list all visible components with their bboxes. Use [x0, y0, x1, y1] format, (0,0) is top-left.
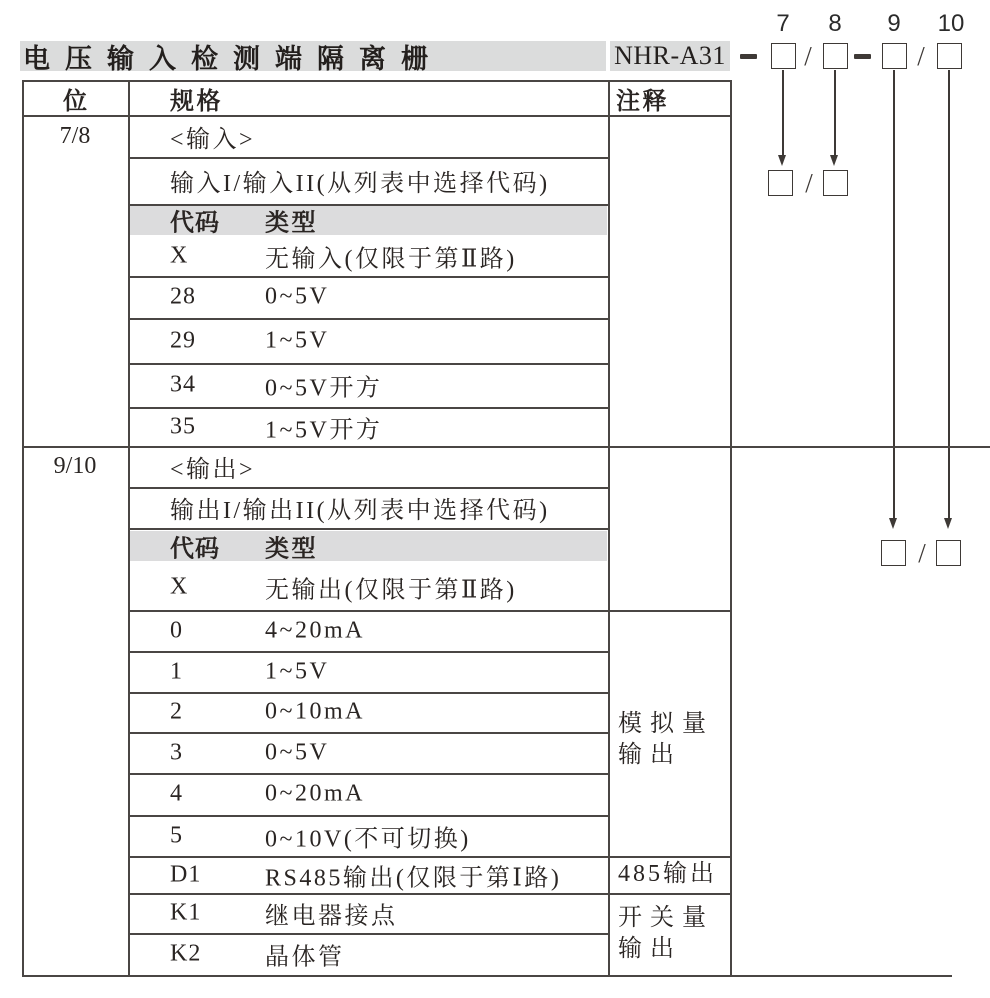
table-row — [128, 773, 608, 815]
dash-separator — [854, 54, 871, 59]
model-box-9 — [882, 43, 907, 69]
col-header-note: 注释 — [616, 89, 669, 115]
output-code-box-2 — [936, 540, 961, 566]
note-line: 输 出 — [618, 742, 675, 768]
grid-line — [730, 80, 732, 977]
table-row — [128, 933, 608, 975]
arrowhead-10 — [944, 518, 952, 529]
row-code: 5 — [170, 822, 183, 848]
note-line: 输 出 — [618, 936, 675, 962]
digit-label-7: 7 — [776, 10, 790, 37]
note-line: 开 关 量 — [618, 905, 707, 931]
row-type: 晶体管 — [265, 944, 345, 971]
row-code: X — [170, 573, 189, 600]
row-type: 0~10mA — [265, 698, 365, 725]
model-box-10 — [937, 43, 962, 69]
table-row — [128, 732, 608, 773]
section-divider-line — [22, 446, 990, 448]
arrow-line-7 — [782, 70, 784, 155]
row-code: 4 — [170, 780, 183, 807]
input-section-subtitle: 输入I/输入II(从列表中选择代码) — [170, 171, 550, 197]
arrowhead-7 — [778, 155, 786, 166]
slash-separator: / — [804, 41, 812, 71]
type-header-label: 类型 — [265, 536, 318, 563]
row-code: 3 — [170, 739, 183, 765]
arrowhead-9 — [889, 518, 897, 529]
row-type: 无输入(仅限于第Ⅱ路) — [265, 246, 517, 273]
input-code-box-1 — [768, 170, 793, 196]
row-type: 1~5V — [265, 658, 330, 684]
title-bar — [20, 41, 606, 74]
model-box-8 — [823, 43, 848, 69]
table-row — [128, 363, 608, 407]
row-type: 1~5V开方 — [265, 417, 383, 443]
table-row — [128, 236, 608, 276]
row-code: X — [170, 242, 189, 269]
pos-label-input: 7/8 — [59, 122, 91, 149]
slash-separator: / — [918, 538, 926, 568]
model-bar — [610, 41, 730, 71]
row-type: 0~5V — [265, 739, 330, 765]
table-row — [128, 276, 608, 318]
row-type: 无输出(仅限于第Ⅱ路) — [265, 577, 517, 604]
row-code: K2 — [170, 940, 202, 967]
row-code: 1 — [170, 658, 183, 684]
note-485-output — [610, 856, 729, 893]
row-code: 29 — [170, 327, 196, 353]
pos-label-output: 9/10 — [53, 453, 97, 479]
code-header-label: 代码 — [170, 210, 220, 237]
table-row — [128, 651, 608, 692]
table-row — [128, 564, 608, 610]
type-header-label: 类型 — [265, 210, 318, 237]
row-code: 0 — [170, 617, 183, 643]
code-header-label: 代码 — [170, 536, 220, 563]
slash-separator: / — [917, 41, 925, 71]
table-row — [128, 856, 608, 893]
page-title: 电压输入检测端隔离栅 — [23, 43, 443, 74]
col-header-pos: 位 — [63, 89, 87, 115]
input-code-box-2 — [823, 170, 848, 196]
row-code: 34 — [170, 371, 196, 398]
slash-separator: / — [805, 168, 813, 198]
table-row — [128, 407, 608, 446]
col-header-spec: 规格 — [170, 89, 223, 115]
row-code: 2 — [170, 698, 183, 725]
row-type: 0~10V(不可切换) — [265, 826, 471, 852]
grid-line — [22, 80, 24, 977]
arrow-line-10 — [948, 70, 950, 518]
row-type: 继电器接点 — [265, 903, 398, 930]
row-code: K1 — [170, 899, 202, 926]
digit-label-9: 9 — [887, 10, 901, 37]
note-analog-output — [610, 610, 729, 856]
model-box-7 — [771, 43, 796, 69]
row-type: 4~20mA — [265, 617, 365, 643]
code-header-row — [128, 528, 608, 564]
digit-label-8: 8 — [828, 10, 842, 37]
arrowhead-8 — [830, 155, 838, 166]
arrow-line-8 — [834, 70, 836, 155]
row-type: 0~20mA — [265, 780, 365, 807]
output-code-box-1 — [881, 540, 906, 566]
output-section-title: <输出> — [170, 457, 256, 483]
table-row — [128, 318, 608, 363]
row-type: 1~5V — [265, 327, 330, 353]
row-code: 28 — [170, 283, 196, 310]
note-switch-output — [610, 893, 729, 975]
output-section-subtitle: 输出I/输出II(从列表中选择代码) — [170, 498, 550, 524]
digit-label-10: 10 — [937, 10, 965, 37]
table-row — [128, 692, 608, 732]
table-row — [128, 815, 608, 856]
note-line: 485输出 — [618, 861, 717, 887]
note-line: 模 拟 量 — [618, 711, 707, 737]
code-header-row — [128, 204, 608, 236]
model-number: NHR-A31 — [614, 41, 726, 70]
arrow-line-9 — [893, 70, 895, 518]
row-type: RS485输出(仅限于第Ⅰ路) — [265, 865, 562, 891]
table-row — [128, 610, 608, 651]
row-code: 35 — [170, 413, 196, 439]
row-type: 0~5V开方 — [265, 375, 383, 402]
table-row — [128, 893, 608, 933]
grid-line — [22, 975, 952, 977]
row-code: D1 — [170, 861, 202, 887]
row-type: 0~5V — [265, 283, 330, 310]
input-section-title: <输入> — [170, 126, 256, 153]
dash-separator — [740, 54, 757, 59]
